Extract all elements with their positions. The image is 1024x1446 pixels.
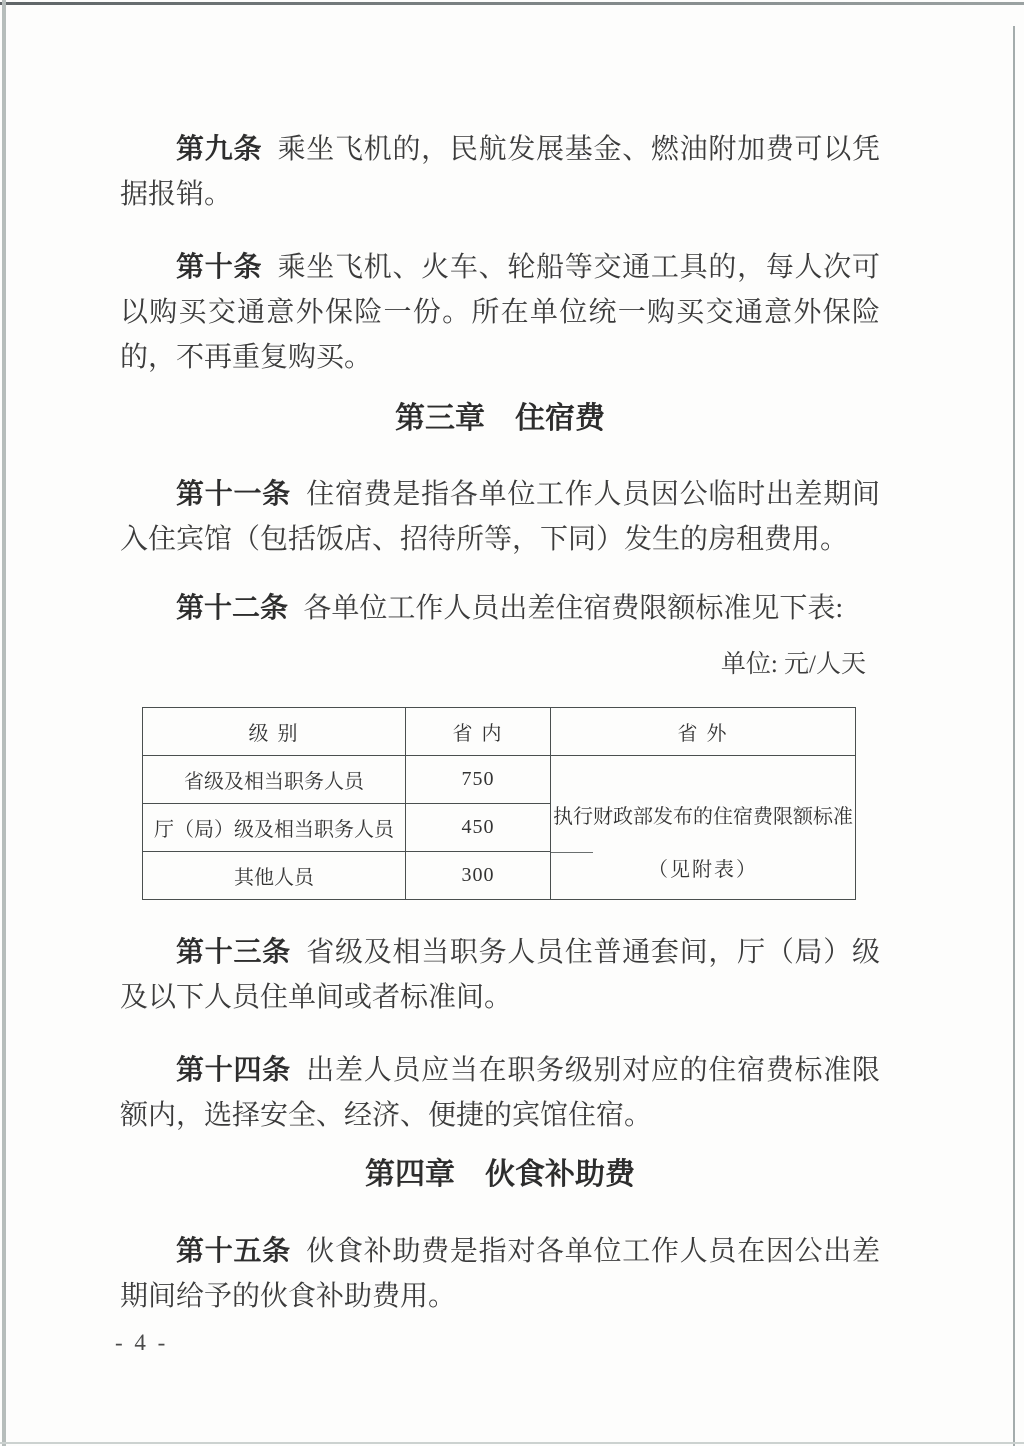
table-header-row [143, 708, 856, 756]
table-cell-level-bureau: 厅（局）级及相当职务人员 [143, 804, 406, 852]
article-13-text: 省级及相当职务人员住普通套间，厅（局）级及以下人员住单间或者标准间。 [120, 937, 880, 1013]
scan-edge-bottom [0, 1442, 1024, 1444]
article-11-number: 第十一条 [176, 478, 291, 509]
article-13 [120, 929, 880, 1020]
chapter-3-number: 第三章 [395, 402, 485, 435]
article-12-text: 各单位工作人员出差住宿费限额标准见下表: [303, 593, 844, 624]
article-12-number: 第十二条 [176, 592, 289, 623]
article-10-number: 第十条 [176, 251, 263, 282]
article-11 [120, 471, 880, 562]
article-10 [120, 244, 880, 380]
table-cell-level-other: 其他人员 [143, 852, 406, 900]
page-number: - 4 - [115, 1330, 169, 1355]
table-header-level: 级 别 [143, 708, 406, 756]
article-15 [120, 1228, 880, 1319]
lodging-rate-table [142, 707, 856, 900]
article-15-number: 第十五条 [176, 1235, 291, 1266]
scan-edge-right [1013, 26, 1015, 1446]
article-9 [120, 126, 880, 217]
article-13-number: 第十三条 [176, 936, 291, 967]
table-cell-rate-other: 300 [406, 852, 551, 900]
chapter-3-heading [120, 396, 880, 441]
article-15-text: 伙食补助费是指对各单位工作人员在因公出差期间给予的伙食补助费用。 [120, 1236, 880, 1312]
article-12 [120, 585, 880, 631]
article-10-text: 乘坐飞机、火车、轮船等交通工具的，每人次可以购买交通意外保险一份。所在单位统一购买交通意外保险的，不再重复购买。 [120, 252, 880, 373]
scan-edge-left [2, 0, 6, 1446]
table-header-in-province: 省 内 [406, 708, 551, 756]
table-header-out-province: 省 外 [551, 708, 856, 756]
table-row [143, 756, 856, 804]
article-14-number: 第十四条 [176, 1054, 291, 1085]
article-14 [120, 1047, 880, 1138]
table-cell-rate-bureau: 450 [406, 804, 551, 852]
table-cell-rate-provincial: 750 [406, 756, 551, 804]
chapter-3-title: 住宿费 [515, 402, 605, 435]
article-14-text: 出差人员应当在职务级别对应的住宿费标准限额内，选择安全、经济、便捷的宾馆住宿。 [120, 1055, 880, 1131]
article-11-text: 住宿费是指各单位工作人员因公临时出差期间入住宾馆（包括饭店、招待所等，下同）发生的房租费用。 [120, 479, 880, 555]
scan-edge-top [0, 2, 1024, 5]
chapter-4-title: 伙食补助费 [485, 1158, 635, 1191]
chapter-4-number: 第四章 [365, 1158, 455, 1191]
table-cell-level-provincial: 省级及相当职务人员 [143, 756, 406, 804]
article-9-text: 乘坐飞机的，民航发展基金、燃油附加费可以凭据报销。 [120, 134, 880, 210]
out-province-note-line1: 执行财政部发布的住宿费限额标准 [553, 806, 853, 828]
out-province-note-line2: （见附表） [648, 859, 758, 881]
table-unit-note: 单位: 元/人天 [720, 651, 866, 678]
table-cell-out-province-note [551, 756, 856, 900]
document-body [115, 126, 880, 1358]
article-9-number: 第九条 [176, 133, 263, 164]
chapter-4-heading [120, 1152, 880, 1197]
